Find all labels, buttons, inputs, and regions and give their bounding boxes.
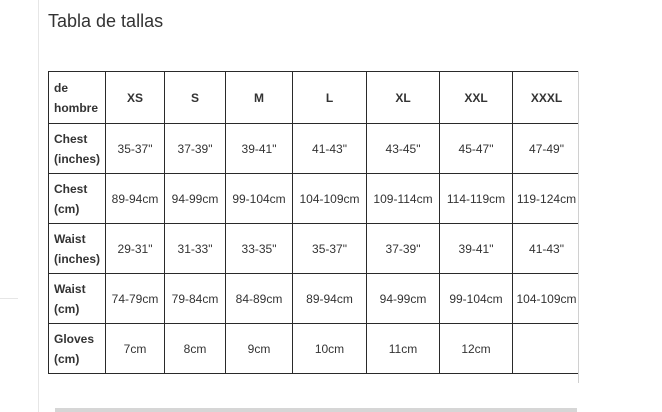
table-cell: 37-39" (165, 124, 226, 174)
left-divider (38, 0, 39, 412)
table-cell: 84-89cm (226, 274, 293, 324)
table-cell: 39-41" (226, 124, 293, 174)
row-label: Waist (inches) (49, 224, 106, 274)
size-table (48, 71, 579, 374)
table-cell: 41-43" (293, 124, 367, 174)
size-header-cell: XL (367, 72, 440, 124)
table-cell (513, 324, 580, 374)
table-cell: 45-47" (440, 124, 513, 174)
size-header-row (49, 72, 580, 124)
row-label: Chest (cm) (49, 174, 106, 224)
table-cell: 99-104cm (440, 274, 513, 324)
table-cell: 104-109cm (513, 274, 580, 324)
size-header-cell: S (165, 72, 226, 124)
table-cell: 74-79cm (106, 274, 165, 324)
table-cell: 94-99cm (367, 274, 440, 324)
size-header-cell: XXL (440, 72, 513, 124)
table-cell: 104-109cm (293, 174, 367, 224)
size-table-scroll-area[interactable] (48, 71, 579, 383)
table-cell: 47-49" (513, 124, 580, 174)
table-cell: 119-124cm (513, 174, 580, 224)
row-label: Waist (cm) (49, 274, 106, 324)
table-cell: 35-37" (293, 224, 367, 274)
table-cell: 79-84cm (165, 274, 226, 324)
corner-label: de hombre (49, 72, 106, 124)
table-cell: 89-94cm (293, 274, 367, 324)
table-cell: 41-43" (513, 224, 580, 274)
table-row (49, 174, 580, 224)
table-cell: 9cm (226, 324, 293, 374)
table-row (49, 124, 580, 174)
table-cell: 39-41" (440, 224, 513, 274)
table-cell: 10cm (293, 324, 367, 374)
table-cell: 114-119cm (440, 174, 513, 224)
table-cell: 31-33" (165, 224, 226, 274)
horizontal-scrollbar[interactable] (55, 408, 577, 412)
table-cell: 94-99cm (165, 174, 226, 224)
table-row (49, 324, 580, 374)
table-cell: 7cm (106, 324, 165, 374)
table-cell: 11cm (367, 324, 440, 374)
table-cell: 33-35" (226, 224, 293, 274)
size-header-cell: XXXL (513, 72, 580, 124)
row-label: Chest (inches) (49, 124, 106, 174)
size-header-cell: M (226, 72, 293, 124)
table-cell: 109-114cm (367, 174, 440, 224)
table-cell: 35-37" (106, 124, 165, 174)
table-cell: 12cm (440, 324, 513, 374)
table-cell: 99-104cm (226, 174, 293, 224)
size-header-cell: L (293, 72, 367, 124)
table-row (49, 274, 580, 324)
table-row (49, 224, 580, 274)
left-tick-divider (0, 298, 18, 299)
table-cell: 43-45" (367, 124, 440, 174)
page-title: Tabla de tallas (48, 11, 164, 31)
size-header-cell: XS (106, 72, 165, 124)
table-cell: 8cm (165, 324, 226, 374)
table-cell: 29-31" (106, 224, 165, 274)
table-cell: 37-39" (367, 224, 440, 274)
row-label: Gloves (cm) (49, 324, 106, 374)
table-cell: 89-94cm (106, 174, 165, 224)
